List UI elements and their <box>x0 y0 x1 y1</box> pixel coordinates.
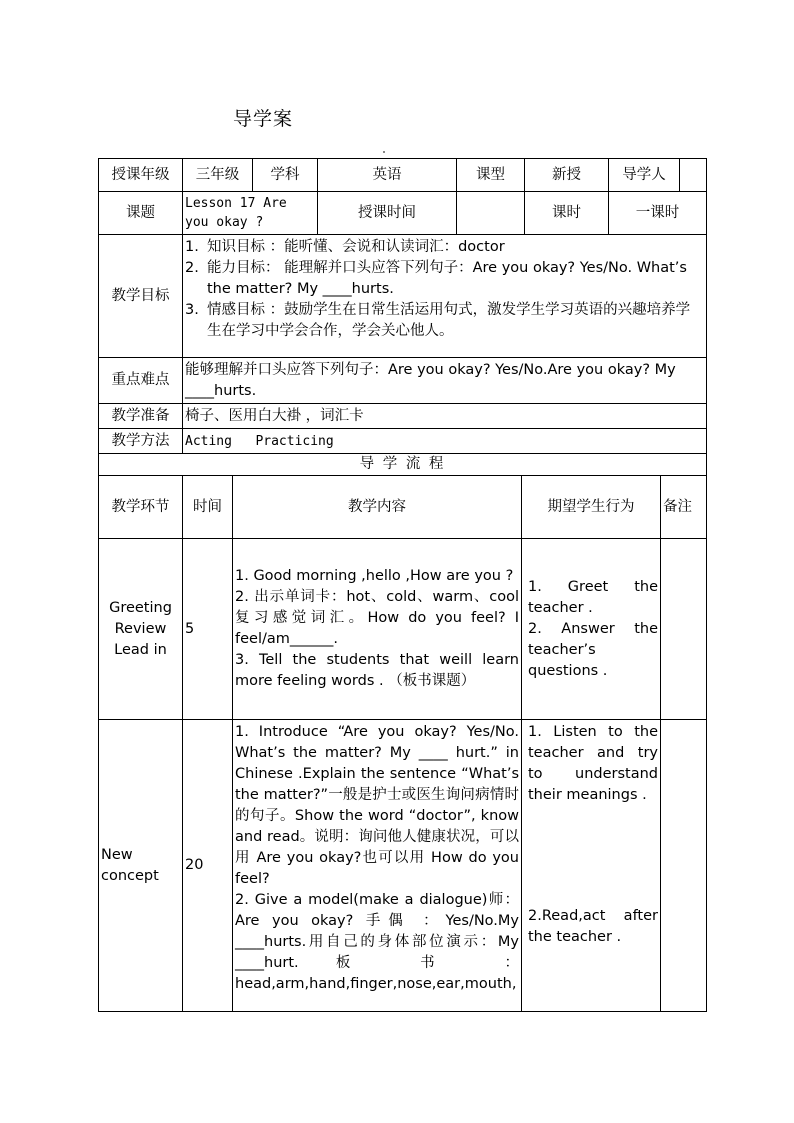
header-behavior: 期望学生行为 <box>522 476 661 539</box>
topic-label: 课题 <box>99 192 183 235</box>
behavior-cell <box>522 539 661 720</box>
goals-cell <box>183 235 707 358</box>
stage-cell: Greeting Review Lead in <box>99 539 183 720</box>
table-row <box>99 539 707 720</box>
flow-title: 导 学 流 程 <box>99 454 707 476</box>
header-note: 备注 <box>661 476 707 539</box>
goal-item <box>185 237 704 258</box>
goal-text: 知识目标 ：能听懂、会说和认读词汇：doctor <box>207 239 505 255</box>
grade-label: 授课年级 <box>99 159 183 192</box>
content-cell <box>233 720 522 1012</box>
time-cell: 5 <box>183 539 233 720</box>
content-item: 2. Give a model(make a dialogue)师：Are you okay? 手偶 ：Yes/No.My ____hurts.用自己的身体部位演示：My ____hurt. 板 书 ：head,arm,hand,finger,nose,ear,mouth, <box>235 892 519 992</box>
behavior-cell <box>522 720 661 1012</box>
spacer <box>528 806 658 906</box>
content-item: 3. Tell the students that weill learn more feeling words . （板书课题） <box>235 652 519 689</box>
note-cell <box>661 720 707 1012</box>
type-label: 课型 <box>457 159 525 192</box>
lesson-info-table <box>98 158 707 454</box>
goal-number: 1. <box>185 239 199 255</box>
teaching-flow-table <box>98 453 707 1012</box>
goal-item <box>185 258 704 300</box>
content-cell <box>233 539 522 720</box>
time-label: 授课时间 <box>318 192 457 235</box>
document-title: 导学案 <box>233 108 294 130</box>
table-row <box>99 720 707 1012</box>
behavior-item: 2. Answer the teacher’s questions . <box>528 620 658 679</box>
grade-value: 三年级 <box>183 159 253 192</box>
stage-cell: New concept <box>99 720 183 1012</box>
topic-value: Lesson 17 Are you okay ? <box>183 192 318 235</box>
period-label: 课时 <box>525 192 609 235</box>
prep-label: 教学准备 <box>99 404 183 429</box>
prep-value: 椅子、医用白大褂 ，词汇卡 <box>183 404 707 429</box>
header-content: 教学内容 <box>233 476 522 539</box>
behavior-item: 1. Greet the teacher . <box>528 578 658 616</box>
header-time: 时间 <box>183 476 233 539</box>
behavior-item: 2.Read,act after the teacher . <box>528 908 658 945</box>
guide-value <box>680 159 707 192</box>
type-value: 新授 <box>525 159 609 192</box>
goal-number: 3. <box>185 302 199 318</box>
goal-text: 能力目标： 能理解并口头应答下列句子：Are you okay? Yes/No. What’s the matter? My ____hurts. <box>207 260 687 297</box>
content-item: 1. Good morning ,hello ,How are you ? <box>235 568 514 584</box>
header-stage: 教学环节 <box>99 476 183 539</box>
period-value: 一课时 <box>609 192 707 235</box>
goals-label: 教学目标 <box>99 235 183 358</box>
goal-text: 情感目标 ：鼓励学生在日常生活运用句式，激发学生学习英语的兴趣培养学生在学习中学会合作，学会关心他人。 <box>207 302 691 339</box>
goal-item <box>185 300 704 342</box>
content-item: 1. Introduce “Are you okay? Yes/No. What’s the matter? My ____ hurt.” in Chinese .Explain the sentence “What’s the matter?”一般是护士或医生询问病情时的句子。Show the word “doctor”, know and read。说明：询问他人健康状况，可以用 Are you okay?也可以用 How do you feel? <box>235 724 519 887</box>
behavior-item: 1. Listen to the teacher and try to understand their meanings . <box>528 724 658 803</box>
time-cell: 20 <box>183 720 233 1012</box>
time-value <box>457 192 525 235</box>
content-item: 2. 出示单词卡：hot、cold、warm、cool 复习感觉词汇。How do you feel? I feel/am______. <box>235 589 519 647</box>
method-label: 教学方法 <box>99 429 183 454</box>
key-value: 能够理解并口头应答下列句子：Are you okay? Yes/No.Are you okay? My ____hurts. <box>183 358 707 404</box>
guide-label: 导学人 <box>609 159 680 192</box>
key-label: 重点难点 <box>99 358 183 404</box>
subject-value: 英语 <box>318 159 457 192</box>
note-cell <box>661 539 707 720</box>
method-value: Acting Practicing <box>183 429 707 454</box>
goal-number: 2. <box>185 260 199 276</box>
subject-label: 学科 <box>253 159 318 192</box>
decorative-dot <box>383 151 385 153</box>
